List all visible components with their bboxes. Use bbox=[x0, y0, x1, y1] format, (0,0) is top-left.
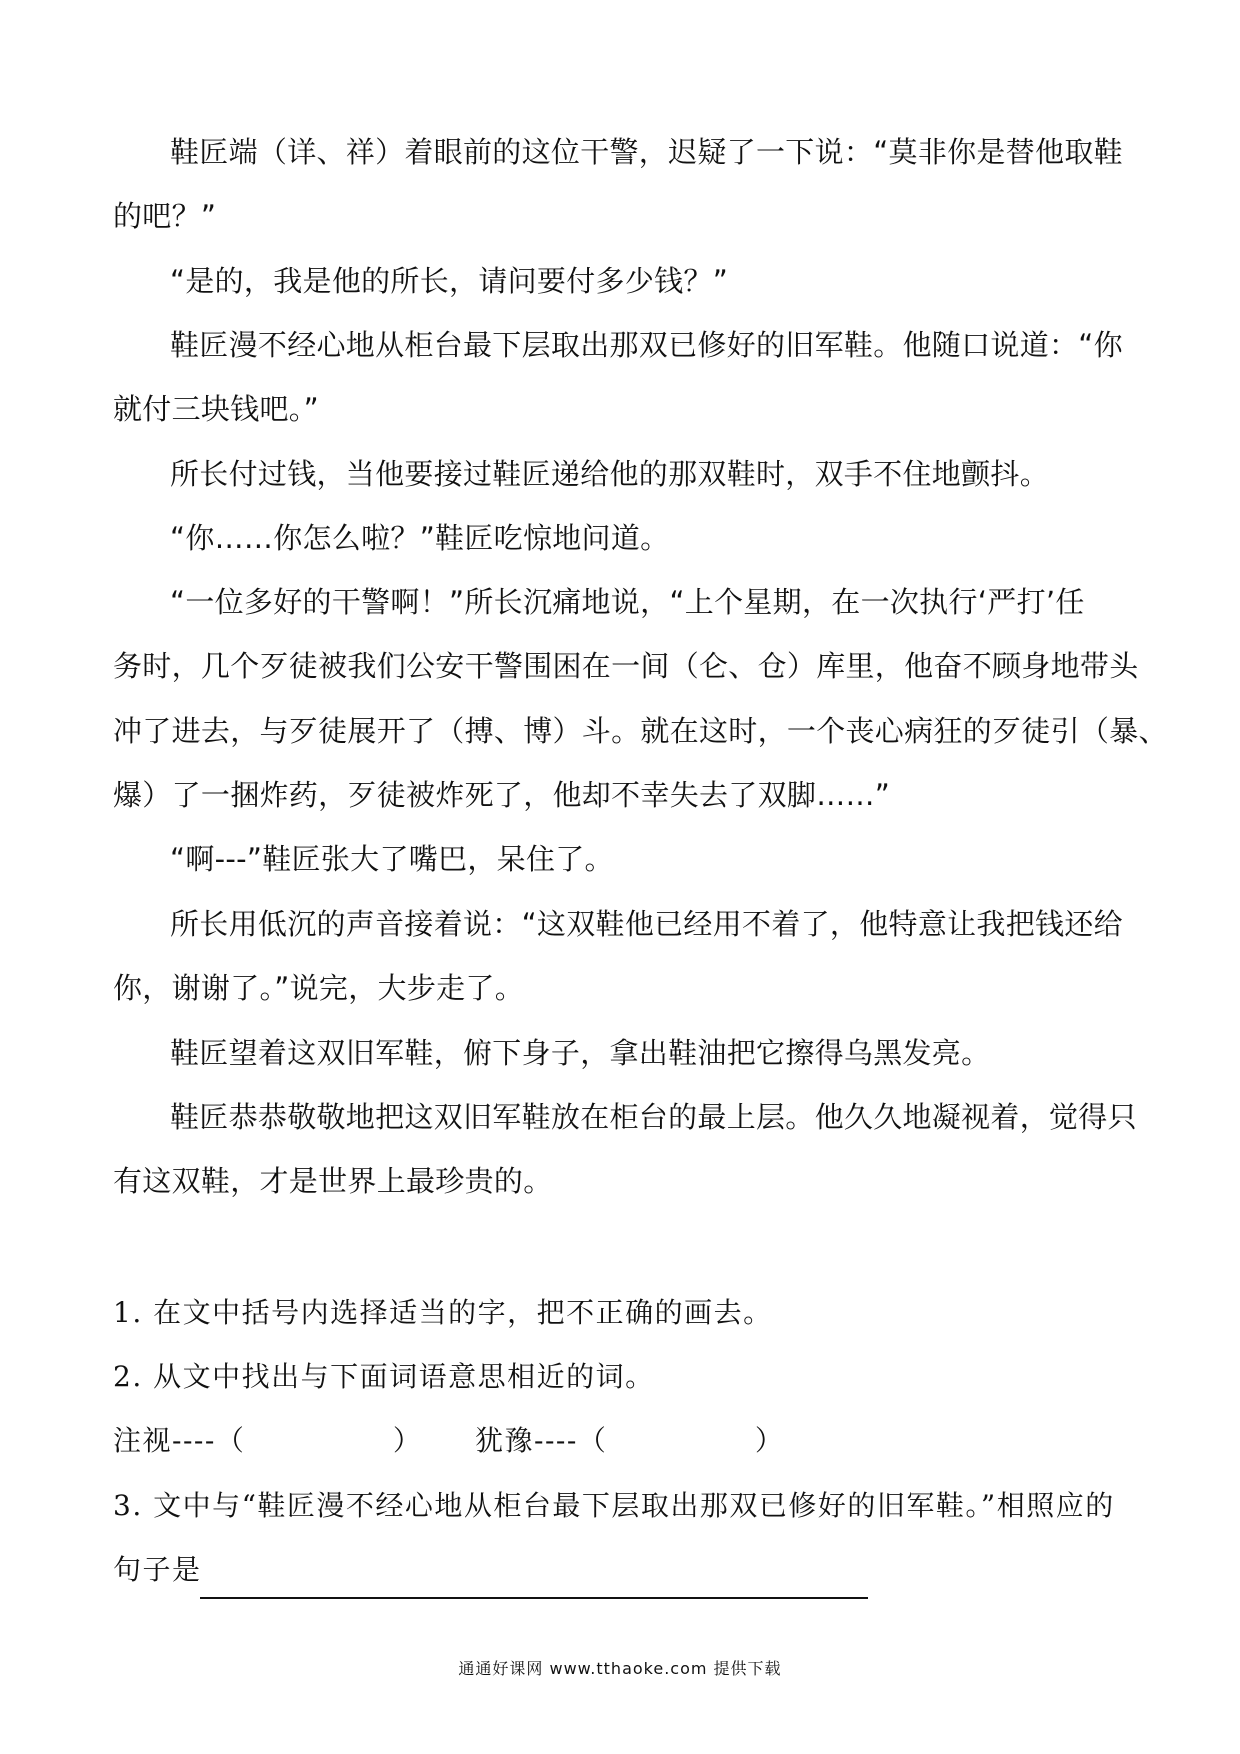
story-line: 鞋匠端（详、祥）着眼前的这位干警，迟疑了一下说：“莫非你是替他取鞋 bbox=[170, 135, 1123, 169]
story-line: 冲了进去，与歹徒展开了（搏、博）斗。就在这时，一个丧心病狂的歹徒引（暴、 bbox=[113, 714, 1168, 748]
story-line: 鞋匠恭恭敬敬地把这双旧军鞋放在柜台的最上层。他久久地凝视着，觉得只 bbox=[170, 1100, 1137, 1134]
question-2-item-1: 注视----（ ） bbox=[113, 1424, 423, 1457]
question-2: 2. 从文中找出与下面词语意思相近的词。 bbox=[113, 1360, 655, 1393]
question-1: 1. 在文中括号内选择适当的字，把不正确的画去。 bbox=[113, 1296, 773, 1329]
story-line: 鞋匠漫不经心地从柜台最下层取出那双已修好的旧军鞋。他随口说道：“你 bbox=[170, 328, 1123, 362]
story-line: 的吧？” bbox=[113, 199, 217, 233]
footer-credit: 通通好课网 www.tthaoke.com 提供下载 bbox=[458, 1659, 782, 1678]
story-line: 你，谢谢了。”说完，大步走了。 bbox=[113, 971, 525, 1005]
answer-blank-line[interactable] bbox=[200, 1597, 868, 1599]
story-line: “是的，我是他的所长，请问要付多少钱？” bbox=[170, 264, 729, 298]
story-line: “你……你怎么啦？”鞋匠吃惊地问道。 bbox=[170, 521, 670, 555]
story-line: “一位多好的干警啊！”所长沉痛地说，“上个星期，在一次执行‘严打’任 bbox=[170, 585, 1085, 619]
story-line: 有这双鞋，才是世界上最珍贵的。 bbox=[113, 1164, 553, 1198]
story-line: 就付三块钱吧。” bbox=[113, 392, 319, 426]
story-line: “啊---”鞋匠张大了嘴巴，呆住了。 bbox=[170, 842, 614, 876]
question-3-continuation: 句子是 bbox=[113, 1553, 202, 1586]
story-line: 务时，几个歹徒被我们公安干警围困在一间（仑、仓）库里，他奋不顾身地带头 bbox=[113, 649, 1139, 683]
question-2-item-2: 犹豫----（ ） bbox=[475, 1424, 785, 1457]
story-line: 所长付过钱，当他要接过鞋匠递给他的那双鞋时，双手不住地颤抖。 bbox=[170, 457, 1050, 491]
story-line: 所长用低沉的声音接着说：“这双鞋他已经用不着了，他特意让我把钱还给 bbox=[170, 907, 1123, 941]
question-3: 3. 文中与“鞋匠漫不经心地从柜台最下层取出那双已修好的旧军鞋。”相照应的 bbox=[113, 1489, 1115, 1522]
story-line: 爆）了一捆炸药，歹徒被炸死了，他却不幸失去了双脚……” bbox=[113, 778, 891, 812]
story-line: 鞋匠望着这双旧军鞋，俯下身子，拿出鞋油把它擦得乌黑发亮。 bbox=[170, 1036, 991, 1070]
